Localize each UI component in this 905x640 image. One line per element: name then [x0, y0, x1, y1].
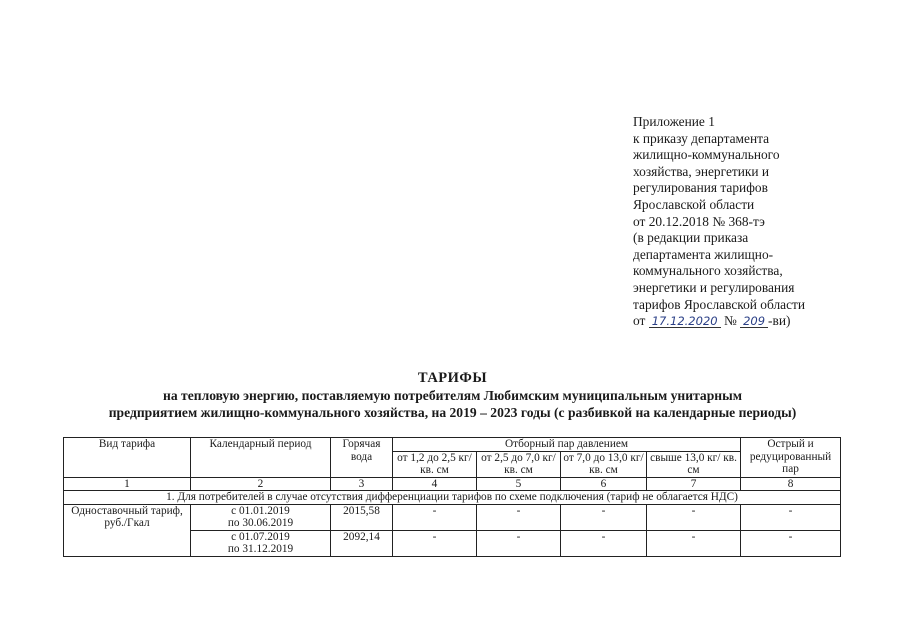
- appendix-line: Ярославской области: [633, 196, 755, 212]
- order-suffix: -ви): [768, 313, 791, 329]
- appendix-line: департамента жилищно-: [633, 246, 774, 262]
- column-number: 5: [477, 477, 561, 491]
- period-to: по 31.12.2019: [227, 543, 294, 555]
- handwritten-number: 209: [740, 315, 768, 328]
- column-number: 7: [647, 477, 741, 491]
- column-number: 6: [561, 477, 647, 491]
- period-from: с 01.07.2019: [231, 530, 290, 543]
- appendix-order-line: [633, 313, 873, 330]
- appendix-line: Приложение 1: [633, 114, 715, 129]
- tariff-table: [63, 437, 841, 557]
- sharp-steam-value: -: [741, 504, 841, 530]
- header-steam-4: свыше 13,0 кг/ кв. см: [647, 451, 741, 477]
- steam-2-value: -: [477, 504, 561, 530]
- tariff-name: Одноставочный тариф, руб./Гкал: [64, 504, 191, 556]
- header-sharp-steam: Острый и редуцированный пар: [741, 438, 841, 478]
- appendix-line: регулирования тарифов: [633, 180, 768, 196]
- header-steam-2: от 2,5 до 7,0 кг/ кв. см: [477, 451, 561, 477]
- column-number: 1: [64, 477, 191, 491]
- order-prefix: от: [633, 313, 646, 329]
- period-cell: [191, 530, 331, 556]
- period-cell: [191, 504, 331, 530]
- appendix-line: (в редакции приказа: [633, 230, 749, 246]
- hot-water-value: 2015,58: [331, 504, 393, 530]
- appendix-line: к приказу департамента: [633, 130, 770, 146]
- steam-1-value: -: [393, 504, 477, 530]
- appendix-line: хозяйства, энергетики и: [633, 163, 770, 179]
- steam-4-value: -: [647, 504, 741, 530]
- appendix-line: коммунального хозяйства,: [633, 263, 783, 279]
- appendix-line: жилищно-коммунального: [633, 147, 780, 163]
- period-from: с 01.01.2019: [231, 504, 290, 517]
- document-subtitle-line-1: на тепловую энергию, поставляемую потребителям Любимским муниципальным унитарным: [163, 388, 742, 403]
- header-steam: Отборный пар давлением: [393, 438, 741, 452]
- steam-2-value: -: [477, 530, 561, 556]
- header-period: Календарный период: [191, 438, 331, 478]
- header-steam-3: от 7,0 до 13,0 кг/ кв. см: [561, 451, 647, 477]
- header-tariff-type: Вид тарифа: [64, 438, 191, 478]
- appendix-line: тарифов Ярославской области: [633, 296, 806, 312]
- document-title: ТАРИФЫ: [417, 370, 488, 386]
- steam-1-value: -: [393, 530, 477, 556]
- number-sign: №: [723, 313, 737, 329]
- steam-4-value: -: [647, 530, 741, 556]
- appendix-block: [633, 114, 873, 330]
- table-row: [64, 504, 841, 530]
- sharp-steam-value: -: [741, 530, 841, 556]
- appendix-line: энергетики и регулирования: [633, 279, 795, 295]
- header-steam-1: от 1,2 до 2,5 кг/ кв. см: [393, 451, 477, 477]
- column-number: 4: [393, 477, 477, 491]
- handwritten-date: 17.12.2020: [649, 315, 721, 328]
- document-subtitle-line-2: предприятием жилищно-коммунального хозяйства, на 2019 – 2023 годы (с разбивкой на календарные периоды): [108, 405, 797, 420]
- column-number: 8: [741, 477, 841, 491]
- header-hot-water: Горячая вода: [331, 438, 393, 478]
- steam-3-value: -: [561, 530, 647, 556]
- steam-3-value: -: [561, 504, 647, 530]
- appendix-line: от 20.12.2018 № 368-тэ: [633, 213, 765, 229]
- column-number: 3: [331, 477, 393, 491]
- hot-water-value: 2092,14: [331, 530, 393, 556]
- column-number: 2: [191, 477, 331, 491]
- period-to: по 30.06.2019: [227, 517, 294, 529]
- section-heading: 1. Для потребителей в случае отсутствия дифференциации тарифов по схеме подключения (тариф не облагается НДС): [64, 491, 841, 505]
